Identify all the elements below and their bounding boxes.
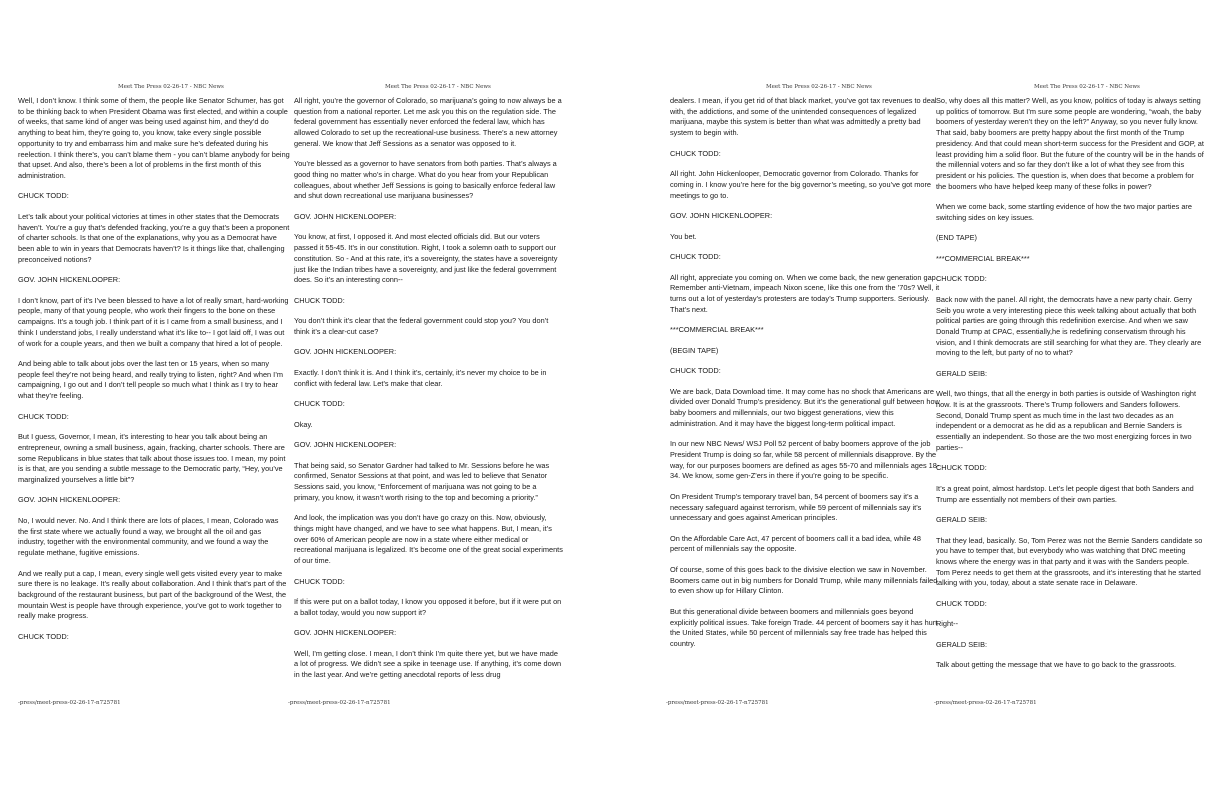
transcript-paragraph: And being able to talk about jobs over the last ten or 15 years, when so many people feel they’re not being heard, and really trying to listen, right? And when I’m campaigning, I go out and I don’t tell people so much what I think as I try to hear what they’re feeling. <box>18 359 283 401</box>
speaker-label: GOV. JOHN HICKENLOOPER: <box>294 628 397 638</box>
transcript-paragraph: You’re blessed as a governor to have senators from both parties. That’s always a good thing no matter who’s in charge. What do you hear from your Republican colleagues, about whether Jeff Sessions is going to basically enforce federal law and shut down recreational use marijuana businesses? <box>294 159 557 201</box>
transcript-paragraph: Well, two things, that all the energy in both parties is outside of Washington right now. It is at the grassroots. There’s Trump followers and Sanders followers. Second, Donald Trump spent as much time in the last two decades as an independent or a democrat as he did as a republican and Bernie Sanders is essentially an independent. So those are the two most energizing forces in two parties-- <box>936 389 1197 452</box>
speaker-label: CHUCK TODD: <box>18 191 69 201</box>
transcript-paragraph: On President Trump’s temporary travel ban, 54 percent of boomers say it’s a necessary safeguard against terrorism, while 59 percent of millennials say it’s unnecessary and goes against American principles. <box>670 491 922 523</box>
speaker-label: CHUCK TODD: <box>294 399 345 409</box>
transcript-paragraph: All right. John Hickenlooper, Democratic governor from Colorado. Thanks for coming in. I know you’re here for the big governor’s meeting, so you’ve got more meetings to go to. <box>670 169 931 200</box>
transcript-paragraph: And look, the implication was you don’t have go crazy on this. Now, obviously, things might have changed, and we have to see what happens. But, I mean, it’s over 60% of American people are now in a state where either medical or recreational marijuana is legalized. It’s become one of the great social experiments of our time. <box>294 513 563 566</box>
transcript-paragraph: In our new NBC News/ WSJ Poll 52 percent of baby boomers approve of the job President Trump is doing so far, while 58 percent of millennials disapprove. By the way, for our purposes boomers are defined as ages 55-70 and millennials ages 18-34. We know, some gen-Z’ers in there if you’re going to be specific. <box>670 439 940 481</box>
speaker-label: GERALD SEIB: <box>936 368 988 378</box>
transcript-paragraph: ***COMMERCIAL BREAK*** <box>670 325 764 335</box>
transcript-paragraph: Exactly. I don’t think it is. And I think it’s, certainly, it’s never my choice to be in conflict with federal law. Let’s make that clear. <box>294 367 547 388</box>
transcript-paragraph: And we really put a cap, I mean, every single well gets visited every year to make sure there is no leakage. It’s really about collaboration. And I think that’s part of the background of the restaurant business, but part of the background of the West, the mountain West is people have through experience, you’ve got to work together to really make progress. <box>18 568 287 621</box>
speaker-label: CHUCK TODD: <box>670 252 721 262</box>
speaker-label: CHUCK TODD: <box>936 598 987 608</box>
transcript-paragraph: Of course, some of this goes back to the divisive election we saw in November. Boomers came out in big numbers for Donald Trump, while many millennials failed to even show up for Hillary Clinton. <box>670 564 938 596</box>
page-header: Meet The Press 02-26-17 - NBC News <box>118 84 224 90</box>
transcript-paragraph: dealers. I mean, if you get rid of that black market, you’ve got tax revenues to deal with, the addictions, and some of the unintended consequences of legalized marijuana, maybe this system is better than what was admittedly a pretty bad system to begin with. <box>670 96 937 138</box>
transcript-paragraph: Talk about getting the message that we have to go back to the grassroots. <box>936 660 1177 670</box>
page-header: Meet The Press 02-26-17 - NBC News <box>1034 84 1140 90</box>
speaker-label: CHUCK TODD: <box>294 295 345 305</box>
transcript-paragraph: So, why does all this matter? Well, as you know, politics of today is always setting up politics of tomorrow. But I’m sure some people are wondering, “woah, the baby boomers of yesterday weren’t they on the left?” Anyway, so you never fully know. That said, baby boomers are pretty happy about the first month of the Trump presidency. And that could mean short-term success for the President and GOP, at least providing him a solid floor. But the future of the country will be in the hands of the millennial voters and so far they don’t like a lot of what they see from this president or his policies. The question is, when does that become a problem for the boomers who have helped keep many of these folks in power? <box>936 96 1204 191</box>
page-footer: -press/meet-press-02-26-17-n725781 <box>934 700 1037 706</box>
page-spread-right <box>666 78 1224 718</box>
speaker-label: CHUCK TODD: <box>936 274 987 284</box>
page-footer: -press/meet-press-02-26-17-n725781 <box>288 700 391 706</box>
transcript-paragraph: If this were put on a ballot today, I know you opposed it before, but if it were put on a ballot today, would you now support it? <box>294 597 562 617</box>
page-footer: -press/meet-press-02-26-17-n725781 <box>18 700 121 706</box>
transcript-paragraph: That they lead, basically. So, Tom Perez was not the Bernie Sanders candidate so you have to temper that, but everybody who was watching that DNC meeting knows where the energy was in that party and it was with the Sanders people. Tom Perez needs to get them at the grassroots, and it’s interesting that he started talking with you, today, about a state senate race in Delaware. <box>936 535 1203 588</box>
transcript-paragraph: Well, I’m getting close. I mean, I don’t think I’m quite there yet, but we have made a lot of progress. We didn’t see a spike in teenage use. If anything, it’s come down in the last year. And we’re getting anecdotal reports of less drug <box>294 648 562 680</box>
speaker-label: GOV. JOHN HICKENLOOPER: <box>18 495 121 505</box>
speaker-label: CHUCK TODD: <box>18 631 69 641</box>
transcript-paragraph: It’s a great point, almost hardstop. Let’s let people digest that both Sanders and Trump are essentially not members of their own parties. <box>936 483 1194 504</box>
page-footer: -press/meet-press-02-26-17-n725781 <box>666 700 769 706</box>
transcript-paragraph: On the Affordable Care Act, 47 percent of boomers call it a bad idea, while 48 percent of millennials say the opposite. <box>670 533 921 554</box>
speaker-label: GOV. JOHN HICKENLOOPER: <box>294 347 397 357</box>
transcript-paragraph: (BEGIN TAPE) <box>670 345 719 355</box>
text-column <box>670 96 940 659</box>
page-header: Meet The Press 02-26-17 - NBC News <box>385 84 491 90</box>
speaker-label: CHUCK TODD: <box>936 463 987 473</box>
transcript-paragraph: ***COMMERCIAL BREAK*** <box>936 253 1030 263</box>
transcript-paragraph: You bet. <box>670 231 697 241</box>
transcript-paragraph: But I guess, Governor, I mean, it’s interesting to hear you talk about being an entrepreneur, owning a small business, again, fracking, charter schools. There are some Republicans in blue states that talk about those issues too. I mean, my point is is that, are you sending a subtle message to the Democratic party, “Hey, you’ve marginalized yourselves a little bit”? <box>18 432 286 484</box>
speaker-label: CHUCK TODD: <box>670 148 721 158</box>
page-header: Meet The Press 02-26-17 - NBC News <box>766 84 872 90</box>
transcript-paragraph: You don’t think it’s clear that the federal government could stop you? You don’t think it’s a clear-cut case? <box>294 316 549 336</box>
text-column <box>936 96 1204 681</box>
transcript-paragraph: Let’s talk about your political victories at times in other states that the Democrats haven’t. You’re a guy that’s defended fracking, you’re a guy that’s been a proponent of charter schools. Is that one of the explanations, why you as a Democrat have been able to win in years that Democrats haven’t? Is it things like that, challenging preconceived notions? <box>18 211 290 264</box>
speaker-label: GERALD SEIB: <box>936 515 988 525</box>
text-column <box>294 96 564 691</box>
speaker-label: GERALD SEIB: <box>936 639 988 649</box>
transcript-paragraph: Back now with the panel. All right, the democrats have a new party chair. Gerry Seib you wrote a very interesting piece this week talking about actually that both political parties are going through this redefinition exercise. And when we saw Donald Trump at CPAC, essentially,he is redefining conservatism through his vision, and I think democrats are still searching for what they are. They clearly are moving to the left, but party of no to what? <box>936 294 1202 358</box>
transcript-paragraph: We are back, Data Download time. It may come has no shock that Americans are divided over Donald Trump’s presidency. But it’s the generational gulf between how baby boomers and millennials, our two biggest generations, view this administration. And it may have the biggest long-term political impact. <box>670 386 940 428</box>
transcript-paragraph: All right, you’re the governor of Colorado, so marijuana’s going to now always be a question from a national reporter. Let me ask you this on the regulation side. The federal government has essentially never enforced the federal law, which has allowed Colorado to set up the recreational-use business. There’s a new attorney general. We know that Jeff Sessions as a senator was opposed to it. <box>294 96 562 148</box>
speaker-label: GOV. JOHN HICKENLOOPER: <box>670 211 773 221</box>
page-spread-left <box>18 78 643 718</box>
transcript-paragraph: Right-- <box>936 619 959 629</box>
transcript-paragraph: That being said, so Senator Gardner had talked to Mr. Sessions before he was confirmed, Senator Sessions at that point, and was led to believe that Senator Sessions said, you know, “Enforcement of marijuana was not going to be a primary, you know, it wasn’t worth rising to the top and becoming a priority.” <box>294 460 550 502</box>
transcript-paragraph: When we come back, some startling evidence of how the two major parties are switching sides on key issues. <box>936 202 1192 222</box>
transcript-paragraph: I don’t know, part of it’s I’ve been blessed to have a lot of really smart, hard-working people, many of that young people, who work their fingers to the bone on these campaigns. It’s a tough job. I think part of it is I came from a small business, and I think I understand jobs, I really understand what it’s like to-- I got laid off, I was out of work for a couple years, and then we built a company that hired a lot of people. <box>18 295 289 348</box>
speaker-label: GOV. JOHN HICKENLOOPER: <box>294 440 397 450</box>
transcript-paragraph: All right, appreciate you coming on. When we come back, the new generation gap. Remember anti-Vietnam, impeach Nixon scene, like this one from the ’70s? Well, it turns out a lot of yesterday’s protesters are today’s Trump supporters. Seriously. That’s next. <box>670 272 940 314</box>
transcript-paragraph: Well, I don’t know. I think some of them, the people like Senator Schumer, has got to be thinking back to when President Obama was first elected, and within a couple of weeks, that same kind of anger was being used against him, and they’d do anything to beat him, they’re going to, you know, take every single possible opportunity to try and embarrass him and make sure he’s defeated during his reelection. I think there’s, you can’t blame them - you can’t blame anybody for being that upset. And also, there’s been a lot of problems in the first month of this administration. <box>18 96 290 180</box>
speaker-label: CHUCK TODD: <box>18 411 69 421</box>
transcript-paragraph: No, I would never. No. And I think there are lots of places, I mean, Colorado was the first state where we actually found a way, we brought all the oil and gas industry, together with the environmental community, and we found a way the regulate methane, fugitive emissions. <box>18 515 279 558</box>
speaker-label: CHUCK TODD: <box>294 576 345 586</box>
transcript-paragraph: You know, at first, I opposed it. And most elected officials did. But our voters passed it 55-45. It’s in our constitution. Right, I took a solemn oath to support our constitution. So - And at this rate, it’s a sovereignty, the states have a sovereignty just like the Indian tribes have a sovereignty, and just like the federal government does. So it’s an interesting conn-- <box>294 232 558 285</box>
speaker-label: GOV. JOHN HICKENLOOPER: <box>18 275 121 285</box>
text-column <box>18 96 290 652</box>
speaker-label: CHUCK TODD: <box>670 366 721 376</box>
speaker-label: GOV. JOHN HICKENLOOPER: <box>294 211 397 221</box>
transcript-paragraph: (END TAPE) <box>936 233 977 243</box>
transcript-paragraph: Okay. <box>294 419 313 429</box>
transcript-paragraph: But this generational divide between boomers and millennials goes beyond explicitly political issues. Take foreign Trade. 44 percent of boomers say it has hurt the United States, while 50 percent of millennials say free trade has helped this country. <box>670 606 938 648</box>
